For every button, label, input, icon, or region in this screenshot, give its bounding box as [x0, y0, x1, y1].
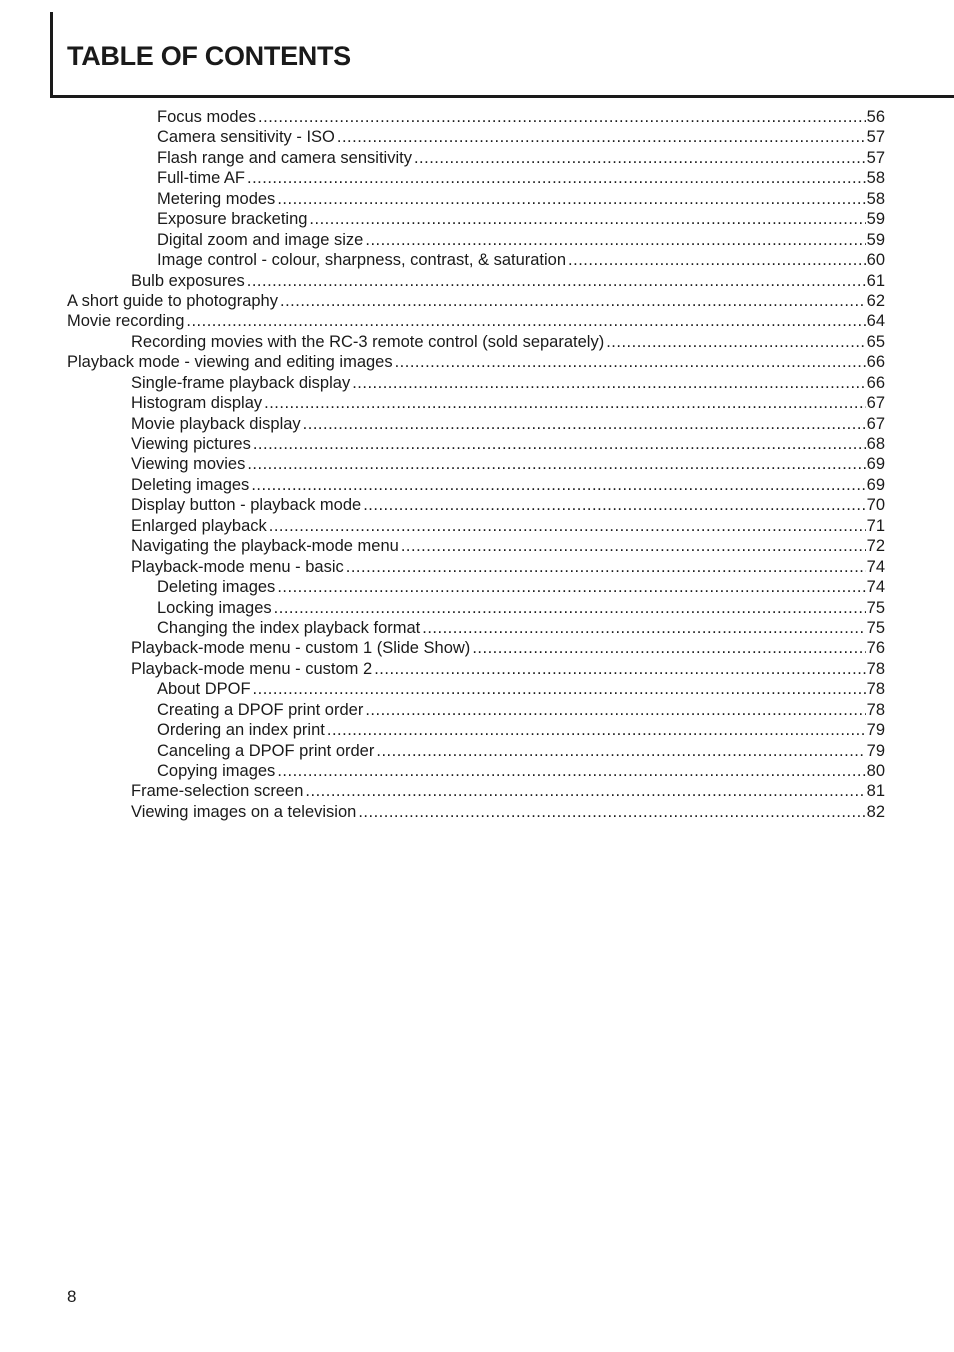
toc-entry[interactable] — [67, 107, 885, 127]
toc-dot-leader — [277, 761, 865, 781]
toc-dot-leader — [280, 291, 866, 311]
toc-entry[interactable] — [67, 189, 885, 209]
toc-entry-page: 74 — [866, 557, 885, 576]
toc-dot-leader — [337, 127, 866, 147]
toc-entry-page: 81 — [866, 782, 885, 801]
toc-dot-leader — [352, 373, 865, 393]
toc-dot-leader — [253, 434, 866, 454]
toc-dot-leader — [309, 209, 865, 229]
toc-entry-label: Enlarged playback — [131, 516, 267, 535]
toc-entry-page: 60 — [866, 251, 885, 270]
toc-entry[interactable] — [67, 720, 885, 740]
toc-entry[interactable] — [67, 557, 885, 577]
toc-entry-label: Canceling a DPOF print order — [157, 741, 375, 760]
toc-entry[interactable] — [67, 495, 885, 515]
toc-entry[interactable] — [67, 291, 885, 311]
toc-entry-label: Viewing pictures — [131, 435, 251, 453]
toc-entry-label: Playback-mode menu - custom 1 (Slide Show) — [131, 639, 471, 658]
toc-entry-label: Focus modes — [157, 108, 257, 126]
toc-dot-leader — [303, 414, 866, 434]
toc-entry[interactable] — [67, 148, 885, 168]
toc-dot-leader — [277, 189, 865, 209]
toc-entry[interactable] — [67, 352, 885, 372]
toc-entry-page: 66 — [866, 353, 885, 372]
toc-entry[interactable] — [67, 679, 885, 699]
toc-entry[interactable] — [67, 638, 885, 658]
toc-entry-page: 67 — [866, 394, 885, 413]
toc-entry-label: Full-time AF — [157, 169, 246, 188]
toc-entry-page: 79 — [866, 721, 885, 740]
toc-entry[interactable] — [67, 475, 885, 495]
toc-dot-leader — [247, 271, 866, 291]
toc-entry[interactable] — [67, 271, 885, 291]
toc-entry-page: 67 — [866, 414, 885, 433]
toc-entry-label: Image control - colour, sharpness, contrast, & saturation — [157, 251, 567, 270]
toc-entry-page: 79 — [866, 741, 885, 760]
header-vertical-rule — [50, 12, 53, 98]
toc-dot-leader — [606, 332, 865, 352]
toc-dot-leader — [269, 516, 866, 536]
toc-entry-page: 69 — [866, 455, 885, 474]
toc-entry-label: Ordering an index print — [157, 721, 325, 740]
toc-dot-leader — [305, 781, 865, 801]
toc-entry-page: 70 — [866, 496, 885, 515]
toc-dot-leader — [365, 700, 865, 720]
toc-dot-leader — [363, 495, 865, 515]
toc-dot-leader — [358, 802, 865, 822]
toc-entry[interactable] — [67, 373, 885, 393]
toc-entry-label: Digital zoom and image size — [157, 230, 364, 249]
toc-entry[interactable] — [67, 311, 885, 331]
table-of-contents — [67, 107, 885, 822]
toc-entry-label: Locking images — [157, 598, 272, 617]
toc-entry-label: Viewing images on a television — [131, 802, 357, 821]
page-number: 8 — [67, 1287, 77, 1306]
toc-entry[interactable] — [67, 168, 885, 188]
toc-entry-page: 56 — [866, 108, 885, 126]
toc-entry-label: Frame-selection screen — [131, 782, 304, 801]
toc-entry-page: 71 — [866, 516, 885, 535]
toc-dot-leader — [376, 741, 865, 761]
toc-entry-page: 82 — [866, 802, 885, 821]
toc-entry-page: 78 — [866, 700, 885, 719]
toc-entry[interactable] — [67, 516, 885, 536]
toc-entry-label: Exposure bracketing — [157, 210, 308, 229]
toc-entry-page: 61 — [866, 271, 885, 290]
toc-dot-leader — [274, 598, 866, 618]
page-title: TABLE OF CONTENTS — [67, 41, 351, 71]
toc-entry-page: 57 — [866, 128, 885, 147]
toc-entry[interactable] — [67, 127, 885, 147]
toc-entry-label: Playback-mode menu - basic — [131, 557, 344, 576]
toc-entry-label: Movie playback display — [131, 414, 301, 433]
toc-entry[interactable] — [67, 393, 885, 413]
toc-entry[interactable] — [67, 536, 885, 556]
toc-entry[interactable] — [67, 209, 885, 229]
toc-dot-leader — [414, 148, 866, 168]
toc-entry-page: 69 — [866, 475, 885, 494]
toc-entry[interactable] — [67, 230, 885, 250]
toc-entry-label: Metering modes — [157, 189, 276, 208]
toc-entry-label: Recording movies with the RC-3 remote control (sold separately) — [131, 332, 605, 351]
toc-entry-page: 65 — [866, 332, 885, 351]
toc-entry-page: 66 — [866, 373, 885, 392]
toc-dot-leader — [374, 659, 865, 679]
toc-entry-page: 75 — [866, 598, 885, 617]
toc-entry[interactable] — [67, 434, 885, 454]
toc-dot-leader — [258, 107, 866, 127]
toc-entry-page: 80 — [866, 762, 885, 780]
toc-entry-page: 76 — [866, 639, 885, 658]
toc-entry-label: Display button - playback mode — [131, 496, 362, 515]
toc-dot-leader — [247, 168, 866, 188]
toc-entry[interactable] — [67, 250, 885, 270]
toc-entry[interactable] — [67, 741, 885, 761]
toc-entry-label: About DPOF — [157, 680, 251, 699]
toc-dot-leader — [277, 577, 865, 597]
toc-dot-leader — [251, 475, 865, 495]
toc-entry[interactable] — [67, 454, 885, 474]
toc-dot-leader — [472, 638, 865, 658]
toc-entry-label: Navigating the playback-mode menu — [131, 537, 399, 556]
toc-dot-leader — [401, 536, 866, 556]
toc-entry-page: 68 — [866, 435, 885, 453]
toc-entry-label: Movie recording — [67, 312, 185, 331]
toc-entry[interactable] — [67, 332, 885, 352]
toc-entry[interactable] — [67, 598, 885, 618]
toc-dot-leader — [186, 311, 865, 331]
toc-entry-page: 59 — [866, 210, 885, 229]
toc-entry-label: Changing the index playback format — [157, 618, 421, 637]
toc-entry-label: Single-frame playback display — [131, 373, 351, 392]
toc-entry-page: 57 — [866, 148, 885, 167]
toc-dot-leader — [346, 557, 866, 577]
toc-dot-leader — [327, 720, 866, 740]
toc-entry[interactable] — [67, 414, 885, 434]
header-horizontal-rule — [50, 95, 954, 98]
toc-entry[interactable] — [67, 700, 885, 720]
toc-dot-leader — [568, 250, 866, 270]
toc-entry-page: 78 — [866, 680, 885, 699]
toc-dot-leader — [264, 393, 866, 413]
toc-entry-page: 78 — [866, 659, 885, 678]
toc-entry[interactable] — [67, 577, 885, 597]
toc-entry-page: 74 — [866, 578, 885, 597]
toc-entry[interactable] — [67, 659, 885, 679]
toc-entry-label: Histogram display — [131, 394, 263, 413]
toc-entry-label: Playback-mode menu - custom 2 — [131, 659, 373, 678]
toc-entry-label: Deleting images — [131, 475, 250, 494]
toc-entry-page: 64 — [866, 312, 885, 331]
toc-entry-label: Bulb exposures — [131, 271, 245, 290]
toc-entry-label: Camera sensitivity - ISO — [157, 128, 335, 147]
toc-entry-page: 62 — [866, 291, 885, 310]
toc-entry-label: Copying images — [157, 762, 276, 780]
toc-entry-label: Deleting images — [157, 578, 276, 597]
toc-entry-label: A short guide to photography — [67, 291, 278, 310]
toc-entry[interactable] — [67, 761, 885, 781]
toc-entry-page: 75 — [866, 618, 885, 637]
toc-dot-leader — [395, 352, 866, 372]
toc-entry-page: 59 — [866, 230, 885, 249]
toc-entry[interactable] — [67, 802, 885, 822]
toc-dot-leader — [365, 230, 865, 250]
toc-entry-page: 58 — [866, 189, 885, 208]
toc-entry-label: Playback mode - viewing and editing images — [67, 353, 393, 372]
toc-entry-label: Flash range and camera sensitivity — [157, 148, 412, 167]
toc-entry-page: 72 — [866, 537, 885, 556]
toc-dot-leader — [247, 454, 865, 474]
toc-dot-leader — [422, 618, 865, 638]
toc-entry[interactable] — [67, 781, 885, 801]
toc-entry-label: Viewing movies — [131, 455, 246, 474]
toc-entry-label: Creating a DPOF print order — [157, 700, 364, 719]
toc-entry-page: 58 — [866, 169, 885, 188]
toc-entry[interactable] — [67, 618, 885, 638]
toc-dot-leader — [253, 679, 866, 699]
